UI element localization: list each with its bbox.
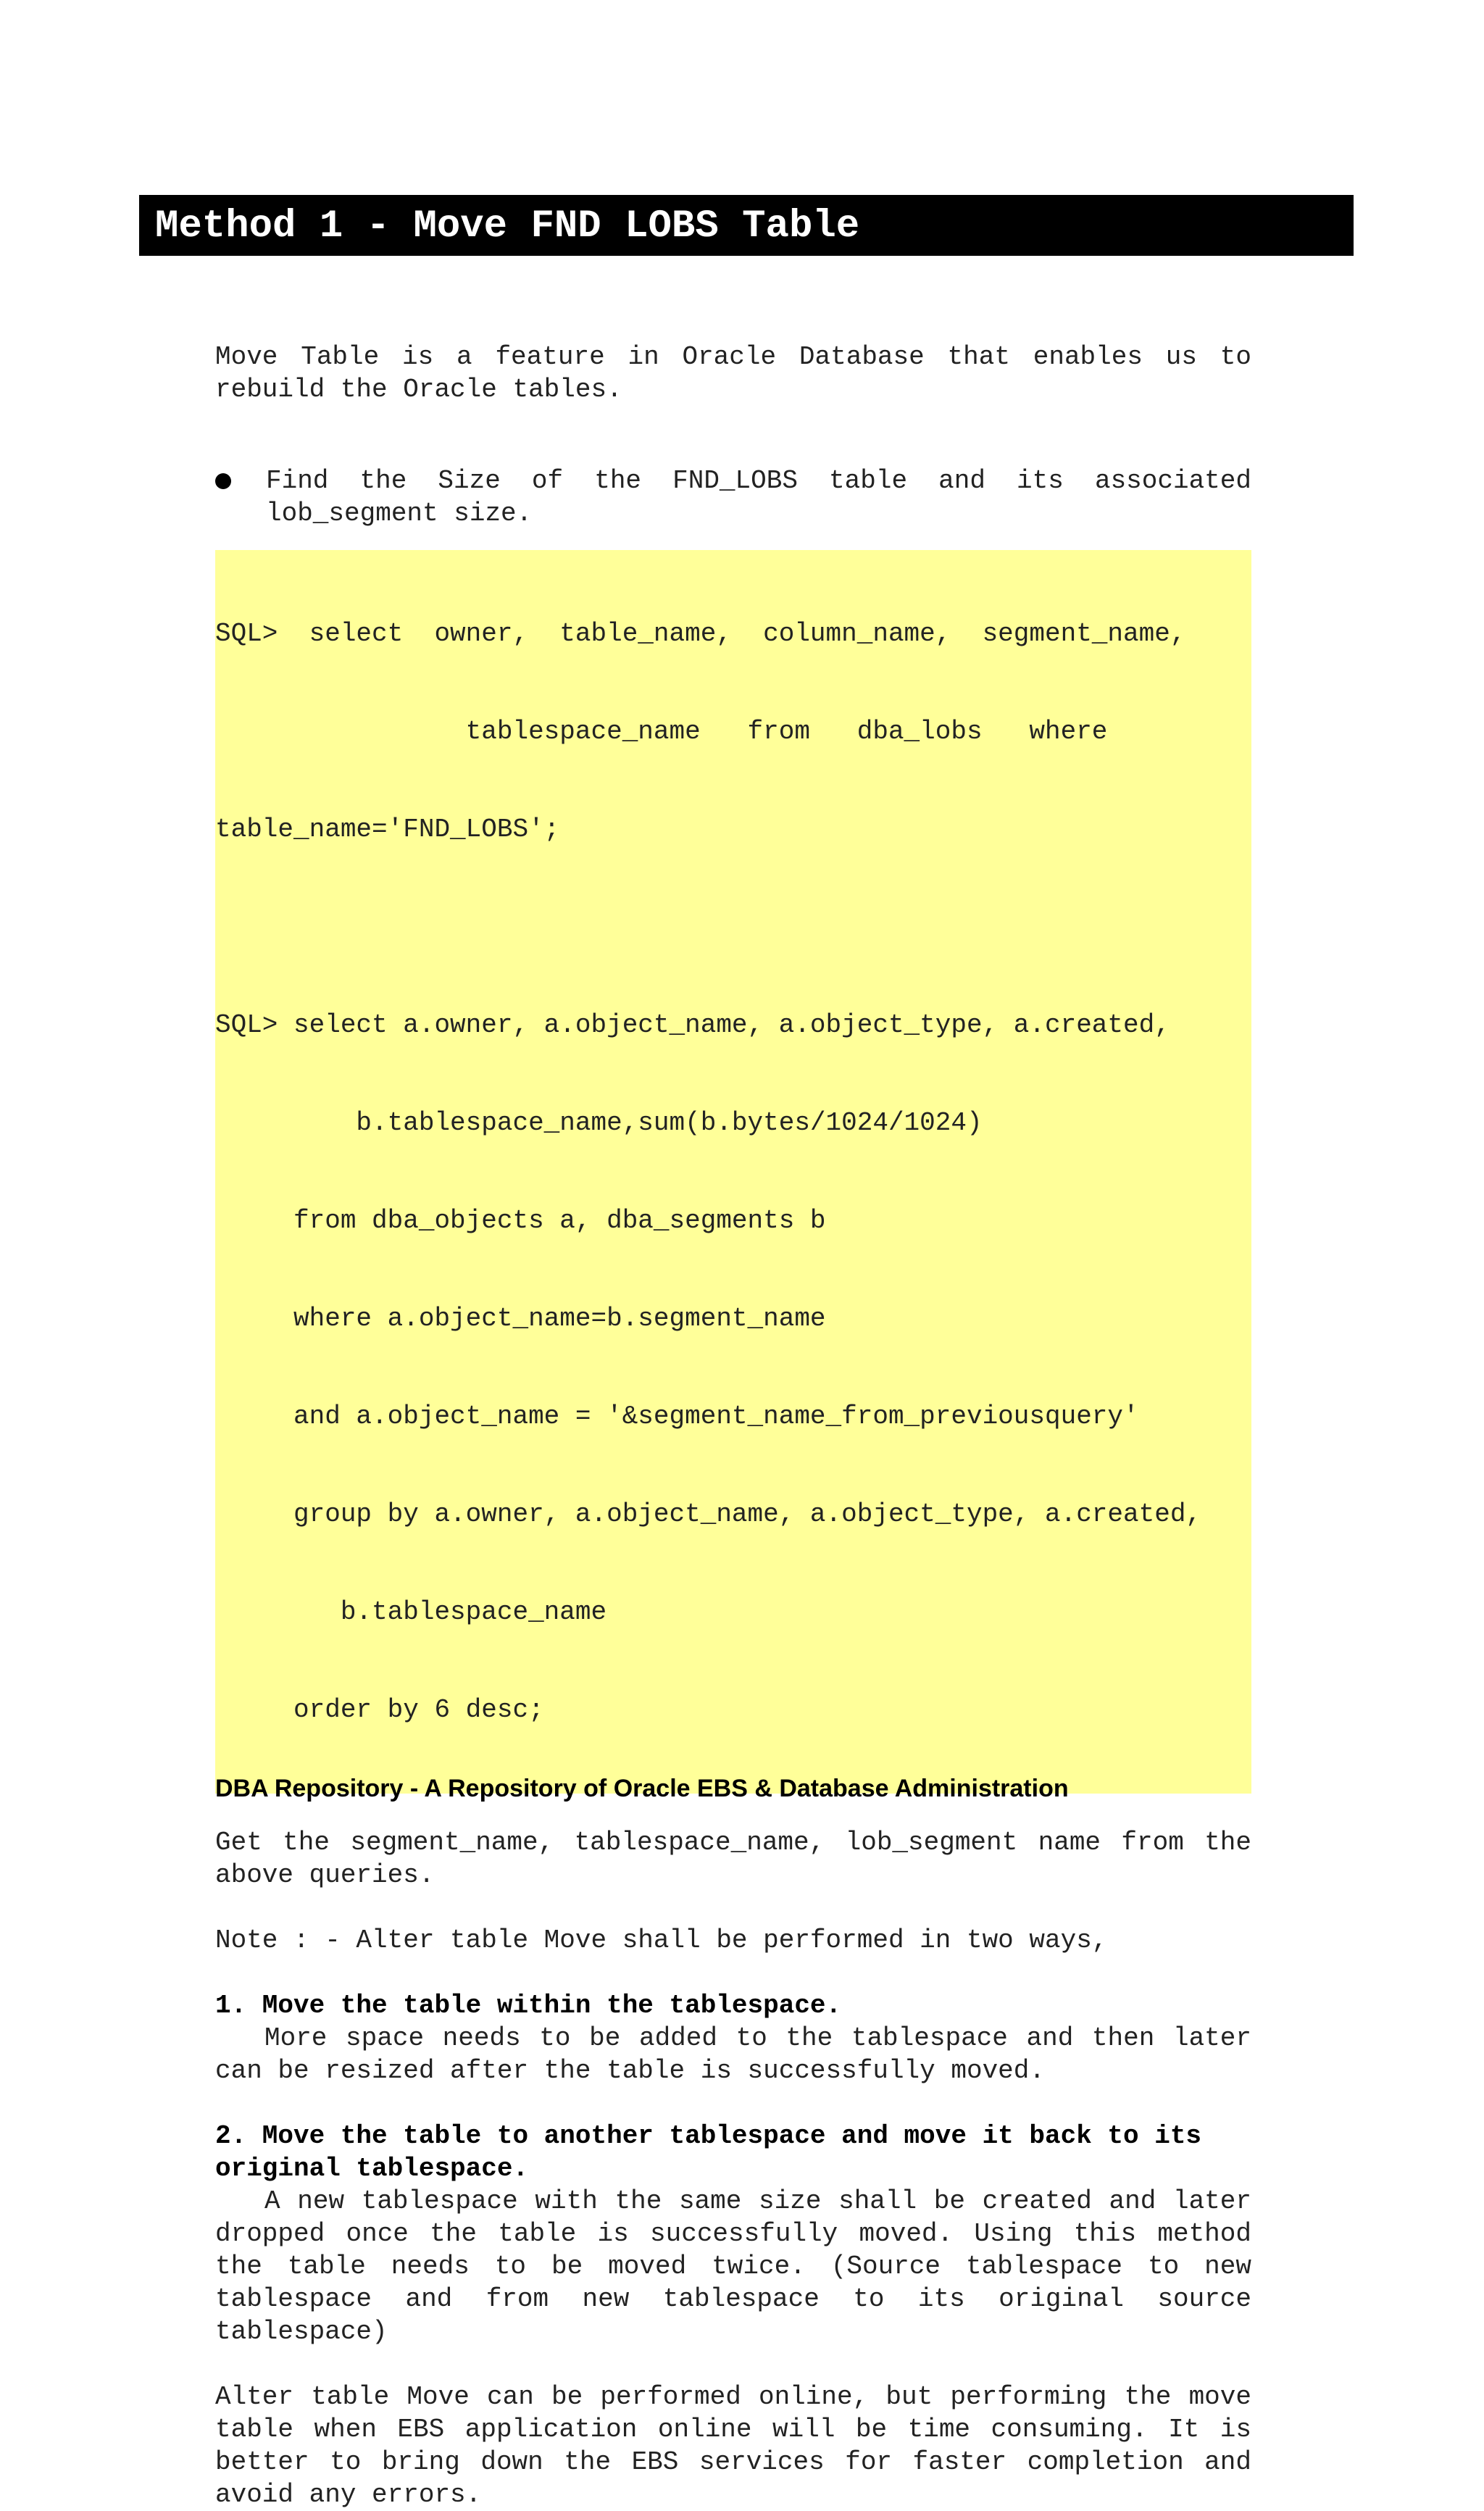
code-line: SQL> select a.owner, a.object_name, a.object_type, a.created,: [215, 1010, 1170, 1040]
section-title: Method 1 - Move FND LOBS Table: [155, 204, 860, 249]
method-item-2-body: A new tablespace with the same size shall be created and later dropped once the table is successfully moved. Using this method the table needs to be moved twice. (Source tablespace to new tablespace and from new tablespace to its original source tablespace): [215, 2186, 1251, 2346]
note-paragraph: Note : - Alter table Move shall be performed in two ways,: [215, 1925, 1108, 1955]
intro-paragraph: Move Table is a feature in Oracle Database that enables us to rebuild the Oracle tables.: [215, 342, 1251, 404]
page-footer: DBA Repository - A Repository of Oracle EBS & Database Administration: [215, 1775, 1069, 1802]
method-item-1-body: More space needs to be added to the tablespace and then later can be resized after the table is successfully moved.: [215, 2023, 1251, 2086]
after-query-paragraph: Get the segment_name, tablespace_name, lob_segment name from the above queries.: [215, 1828, 1251, 1890]
method-item-2-heading: 2. Move the table to another tablespace and move it back to its original tablespace.: [215, 2121, 1202, 2183]
bullet-dot-icon: [215, 473, 231, 489]
bullet-item: [215, 465, 1251, 530]
method-item-1-heading: 1. Move the table within the tablespace.: [215, 1991, 842, 2020]
code-line: table_name='FND_LOBS';: [215, 815, 560, 844]
section-title-bar: [139, 195, 1354, 256]
code-line: from dba_objects a, dba_segments b: [215, 1206, 826, 1236]
closing-paragraph: Alter table Move can be performed online, but performing the move table when EBS application online will be time consuming. It is better to bring down the EBS services for faster completion and avoid any errors.: [215, 2382, 1251, 2510]
code-line: order by 6 desc;: [215, 1695, 544, 1725]
main-content: [215, 341, 1251, 2511]
code-line: tablespace_name from dba_lobs where: [215, 717, 1108, 746]
code-line: and a.object_name = '&segment_name_from_previousquery': [215, 1402, 1139, 1431]
code-line: b.tablespace_name,sum(b.bytes/1024/1024): [215, 1108, 983, 1138]
code-line: SQL> select owner, table_name, column_name, segment_name,: [215, 619, 1186, 649]
code-line: group by a.owner, a.object_name, a.object_type, a.created,: [215, 1499, 1202, 1529]
code-line: [215, 911, 1251, 944]
sql-code-block: [215, 550, 1251, 1794]
bullet-text: Find the Size of the FND_LOBS table and its associated lob_segment size.: [266, 466, 1251, 528]
code-line: where a.object_name=b.segment_name: [215, 1304, 826, 1333]
code-line: b.tablespace_name: [215, 1597, 607, 1627]
